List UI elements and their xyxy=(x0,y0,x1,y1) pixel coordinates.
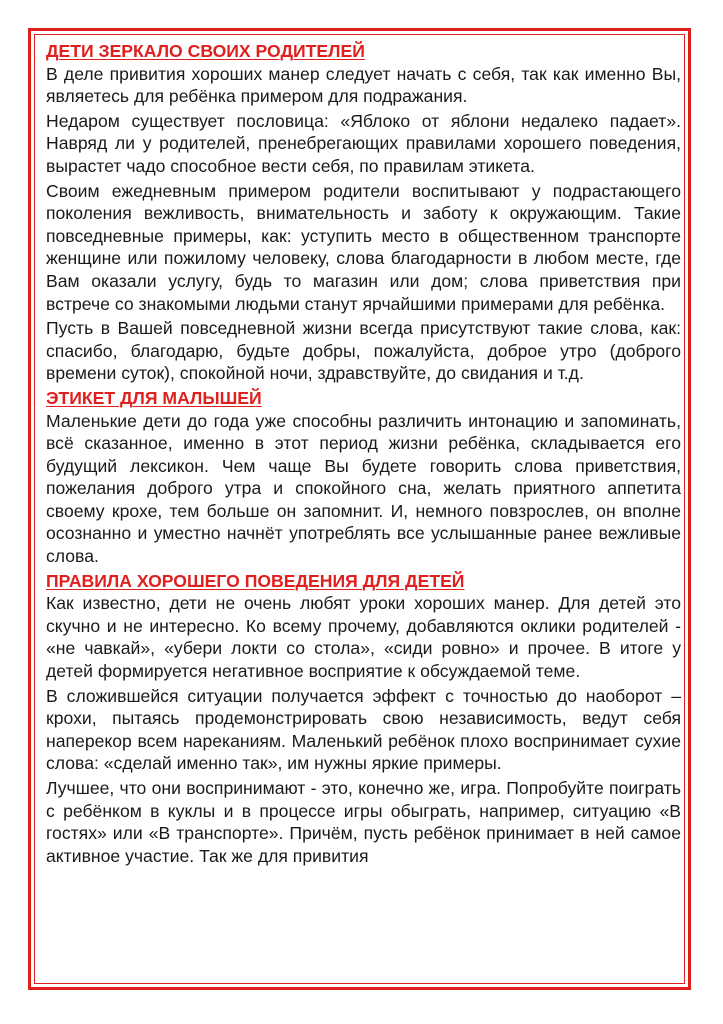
paragraph: Лучшее, что они воспринимают - это, конечно же, игра. Попробуйте поиграть с ребёнком в куклы и в процессе игры обыграть, например, ситуацию «В гостях» или «В транспорте». Причём, пусть ребёнок принимает в ней самое активное участие. Так же для привития xyxy=(46,778,681,866)
section-heading: ЭТИКЕТ ДЛЯ МАЛЫШЕЙ xyxy=(46,387,262,408)
paragraph: В сложившейся ситуации получается эффект с точностью до наоборот – крохи, пытаясь продемонстрировать свою независимость, ведут себя наперекор всем нареканиям. Маленький ребёнок плохо воспринимает сухие слова: «сделай именно так», им нужны яркие примеры. xyxy=(46,685,681,774)
paragraph: Недаром существует пословица: «Яблоко от яблони недалеко падает». Навряд ли у родителей, пренебрегающих правилами хорошего поведения, вырастет чадо способное вести себя, по правилам этикета. xyxy=(46,110,681,176)
paragraph: Пусть в Вашей повседневной жизни всегда присутствуют такие слова, как: спасибо, благодарю, будьте добры, пожалуйста, доброе утро (доброго времени суток), спокойной ночи, здравствуйте, до свидания и т.д. xyxy=(46,318,681,384)
section-heading: ДЕТИ ЗЕРКАЛО СВОИХ РОДИТЕЛЕЙ xyxy=(46,41,365,61)
document-body xyxy=(46,40,681,869)
paragraph: Маленькие дети до года уже способны различить интонацию и запоминать, всё сказанное, именно в этот период жизни ребёнка, складывается его будущий лексикон. Чем чаще Вы будете говорить слова приветствия, пожелания доброго утра и спокойного сна, желать приятного аппетита своему крохе, тем больше он запомнит. И, немного повзрослев, он вполне осознанно и уместно начнёт употреблять все услышанные ранее вежливые слова. xyxy=(46,410,681,567)
paragraph: В деле привития хороших манер следует начать с себя, так как именно Вы, являетесь для ребёнка примером для подражания. xyxy=(46,63,681,107)
paragraph: Своим ежедневным примером родители воспитывают у подрастающего поколения вежливость, внимательность и заботу к окружающим. Такие повседневные примеры, как: уступить место в общественном транспорте женщине или пожилому человеку, слова благодарности в любом месте, где Вам оказали услугу, будь то магазин или дом; слова приветствия при встрече со знакомыми людьми станут ярчайшими примерами для ребёнка. xyxy=(46,180,681,314)
section-heading: ПРАВИЛА ХОРОШЕГО ПОВЕДЕНИЯ ДЛЯ ДЕТЕЙ xyxy=(46,570,465,591)
paragraph: Как известно, дети не очень любят уроки хороших манер. Для детей это скучно и не интересно. Ко всему прочему, добавляются оклики родителей - «не чавкай», «убери локти со стола», «сиди ровно» и прочее. В итоге у детей формируется негативное восприятие к обсуждаемой теме. xyxy=(46,593,681,682)
